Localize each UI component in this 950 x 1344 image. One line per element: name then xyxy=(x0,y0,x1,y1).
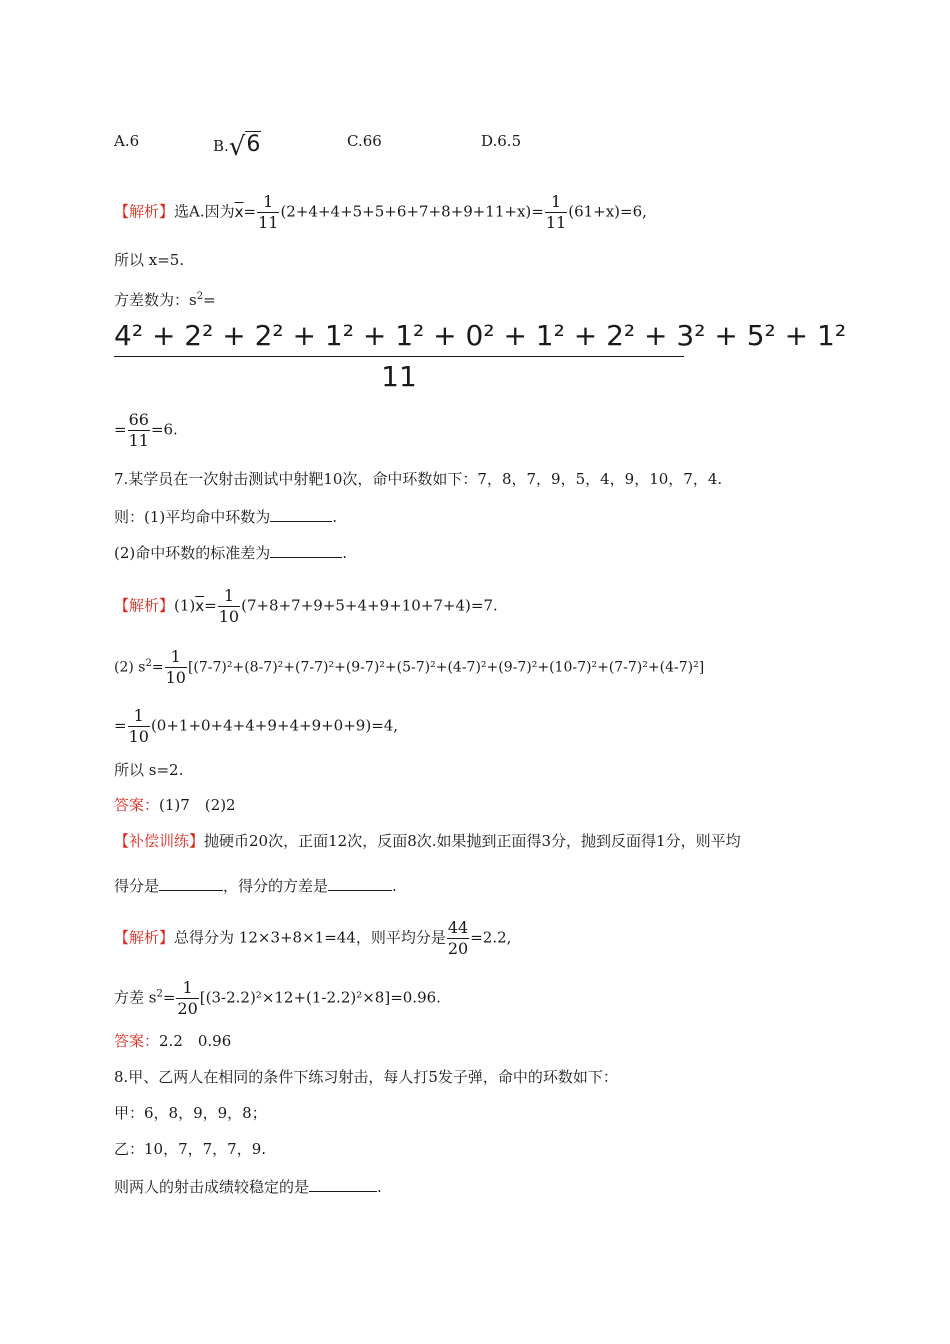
solution-7-line-4: 所以 s=2. xyxy=(114,761,184,779)
option-b-prefix: B. xyxy=(213,137,229,155)
question-7-part-2: (2)命中环数的标准差为 . xyxy=(114,541,347,563)
option-c: C.66 xyxy=(347,132,382,150)
extra-training-line-2: 得分是 ，得分的方差是 . xyxy=(114,874,397,896)
question-7-stem: 7.某学员在一次射击测试中射靶10次，命中环数如下：7，8，7，9，5，4，9，10，7，4. xyxy=(114,470,723,488)
fraction: $\frac{1}{11}$ xyxy=(258,192,279,232)
analysis-tag: 【解析】 xyxy=(114,596,175,615)
fraction: $\frac{44}{20}$ xyxy=(447,918,469,958)
extra-training-line-1: 【补偿训练】抛硬币20次，正面12次，反面8次.如果抛到正面得3分，抛到反面得1分，则平均 xyxy=(114,832,741,850)
extra-training-tag: 【补偿训练】 xyxy=(114,832,205,850)
solution-1-result: = $\frac{66}{11}$ =6. xyxy=(114,410,178,450)
variance-big-fraction xyxy=(114,318,847,395)
question-8-ask: 则两人的射击成绩较稳定的是 . xyxy=(114,1175,382,1197)
fraction: $\frac{1}{10}$ xyxy=(128,706,149,746)
sol1-text2: (2+4+4+5+5+6+7+8+9+11+x)= xyxy=(280,202,544,221)
solution-1-line-2: 所以 x=5. xyxy=(114,251,185,269)
option-a: A.6 xyxy=(114,132,140,150)
solution-7-line-1: 【解析】$(1)\overline{x}=$ $\frac{1}{10}$ (7+8+7+9+5+4+9+10+7+4)=7. xyxy=(114,586,498,626)
option-d: D.6.5 xyxy=(481,132,522,150)
answer-7: 答案：(1)7 (2)2 xyxy=(114,796,236,814)
analysis-tag: 【解析】 xyxy=(114,928,175,947)
answer-extra: 答案：2.2 0.96 xyxy=(114,1032,232,1050)
fraction: $\frac{1}{10}$ xyxy=(218,586,240,626)
answer-blank xyxy=(270,541,342,558)
solution-7-line-3: = $\frac{1}{10}$ (0+1+0+4+4+9+4+9+0+9)=4, xyxy=(114,706,399,746)
option-b xyxy=(213,132,261,162)
sqrt-six: √6 xyxy=(228,132,261,162)
analysis-tag: 【解析】 xyxy=(114,202,175,221)
mean-symbol: $\overline{x}$ xyxy=(234,202,244,221)
fraction: $\frac{1}{10}$ xyxy=(165,647,186,687)
big-fraction-numerator: 4² + 2² + 2² + 1² + 1² + 0² + 1² + 2² + 3² + 5² + 1² xyxy=(114,318,684,357)
solution-extra-line-1: 【解析】总得分为 12×3+8×1=44，则平均分是 $\frac{44}{20}$ =2.2, xyxy=(114,918,512,958)
sol1-text1: 选A.因为 xyxy=(174,202,235,221)
question-8-yi: 乙：10，7，7，7，9. xyxy=(114,1140,267,1158)
big-fraction-denominator: 11 xyxy=(381,360,417,393)
answer-blank xyxy=(328,874,392,891)
fraction: $\frac{1}{20}$ xyxy=(177,978,198,1018)
question-8-jia: 甲：6，8，9，9，8； xyxy=(114,1104,267,1122)
fraction: $\frac{1}{11}$ xyxy=(545,192,567,232)
question-7-part-1: 则：(1)平均命中环数为 . xyxy=(114,505,337,527)
mean-symbol: $\overline{x}$ xyxy=(195,596,205,615)
solution-1-line-3: 方差数为：$s^2=$ xyxy=(114,291,216,309)
solution-1-line-1 xyxy=(114,192,647,233)
solution-extra-line-2: 方差 $s^2=$ $\frac{1}{20}$ [(3-2.2)²×12+(1-2.2)²×8]=0.96. xyxy=(114,978,441,1018)
sol1-eq: = xyxy=(243,202,257,221)
answer-blank xyxy=(309,1175,377,1192)
sol1-text3: (61+x)=6, xyxy=(568,202,647,221)
sqrt-radicand: 6 xyxy=(246,132,261,157)
solution-7-line-2: (2) $s^2=$ $\frac{1}{10}$ [(7-7)²+(8-7)²+(7-7)²+(9-7)²+(5-7)²+(4-7)²+(9-7)²+(10-7)²+(7-7)²+(4-7)²] xyxy=(114,647,705,687)
question-8-stem: 8.甲、乙两人在相同的条件下练习射击，每人打5发子弹，命中的环数如下： xyxy=(114,1068,618,1086)
answer-blank xyxy=(270,505,332,522)
answer-blank xyxy=(159,874,223,891)
fraction: $\frac{66}{11}$ xyxy=(128,410,149,450)
